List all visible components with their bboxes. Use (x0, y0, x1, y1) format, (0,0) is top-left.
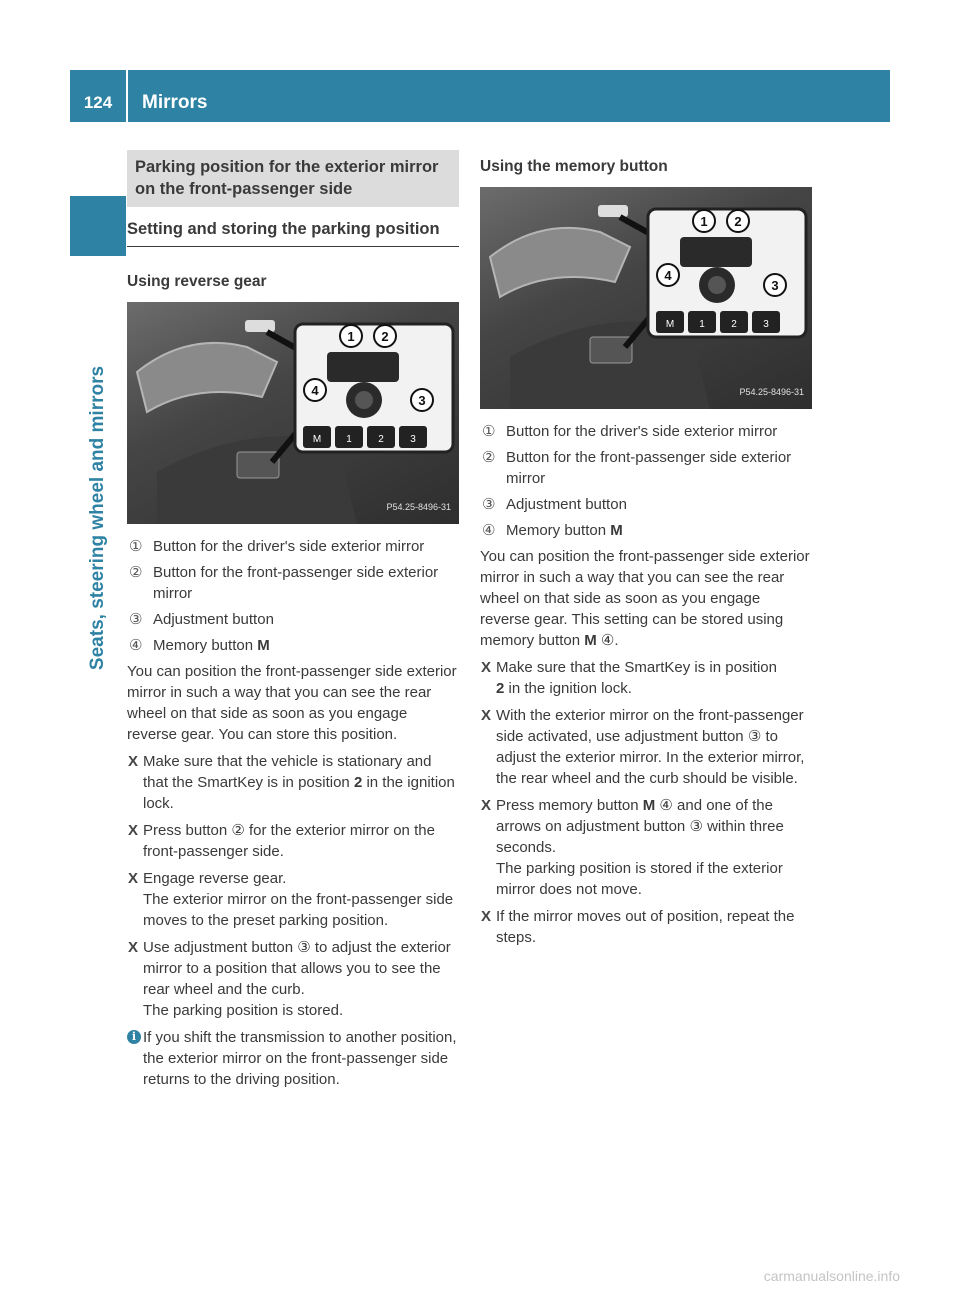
legend-item (127, 609, 459, 630)
legend-text: Button for the driver's side exterior mirror (506, 423, 778, 440)
step-text: Press button (143, 822, 232, 839)
legend-mark: ③ (129, 611, 143, 628)
step-text: to adjust the exterior mirror. In the exterior mirror, the rear wheel and the curb should be visible. (496, 728, 805, 787)
callout-2-label: 2 (734, 214, 742, 229)
legend-item (127, 635, 459, 656)
reverse-gear-heading: Using reverse gear (127, 273, 267, 290)
step-bold: M (642, 797, 656, 814)
button-label-3: 3 (410, 434, 416, 445)
legend-text: Button for the front-passenger side exterior mirror (153, 564, 439, 602)
step-item (480, 795, 812, 900)
callout-4-label: 4 (664, 268, 672, 283)
figure-legend-left (127, 536, 459, 656)
step-item (480, 906, 812, 948)
step-item (127, 868, 459, 931)
legend-item (127, 562, 459, 604)
legend-mark: ④ (129, 637, 143, 654)
door-panel-figure-left (127, 302, 459, 524)
step-text: and one of the arrows on adjustment button (496, 797, 773, 835)
figure-code: P54.25-8496-31 (739, 387, 804, 397)
left-column (127, 150, 459, 1090)
step-item (127, 937, 459, 1021)
step-marker: X (481, 659, 492, 676)
intro-paragraph: You can position the front-passenger side exterior mirror in such a way that you can see the rear wheel on that side as soon as you engage reverse gear. You can store this position. (127, 663, 457, 743)
step-result: The parking position is stored. (143, 1002, 344, 1019)
button-label-3: 3 (763, 319, 769, 330)
legend-item (127, 536, 459, 557)
button-label-2: 2 (731, 319, 737, 330)
step-marker: X (128, 753, 139, 770)
legend-item (480, 494, 812, 515)
side-chapter-label: Seats, steering wheel and mirrors (87, 365, 108, 671)
door-handle-shape (137, 343, 277, 412)
step-marker: X (481, 908, 492, 925)
button-label-2: 2 (378, 434, 384, 445)
seat-switch-shape (598, 205, 628, 217)
page-number: 124 (83, 93, 113, 112)
side-chapter-label-wrap (70, 268, 126, 768)
step-marker: X (481, 797, 492, 814)
adjustment-button-center (355, 391, 373, 409)
section-title: Parking position for the exterior mirror on the front-passenger side (127, 150, 459, 207)
intro-text: You can position the front-passenger side exterior mirror in such a way that you can see the rear wheel on that side as soon as you engage reverse gear. This setting can be stored using memory button (480, 548, 810, 649)
figure-legend-right (480, 421, 812, 541)
legend-text: Adjustment button (506, 496, 627, 513)
legend-text: Adjustment button (153, 611, 274, 628)
legend-bold: M (610, 522, 623, 539)
door-handle-shape (490, 228, 630, 297)
step-bold: 2 (353, 774, 363, 791)
legend-text: Memory button (506, 522, 611, 539)
legend-mark: ① (129, 538, 143, 555)
callout-1-label: 1 (347, 329, 355, 344)
step-text: in the ignition lock. (143, 774, 455, 812)
right-column (480, 150, 812, 954)
subsection-title: Setting and storing the parking position (127, 219, 459, 247)
legend-item (480, 421, 812, 442)
callout-4-label: 4 (311, 383, 319, 398)
chapter-title: Mirrors (142, 92, 208, 113)
callout-3-label: 3 (771, 278, 779, 293)
step-ref-mark: ③ (297, 939, 311, 956)
info-icon: i (127, 1030, 141, 1044)
callout-3-label: 3 (418, 393, 426, 408)
step-text: Use adjustment button (143, 939, 298, 956)
info-note (127, 1027, 459, 1090)
step-marker: X (128, 822, 139, 839)
step-result: The exterior mirror on the front-passenger side moves to the preset parking position. (143, 891, 454, 929)
window-switch-block (237, 452, 279, 478)
side-chapter-tab (70, 196, 126, 256)
figure-code: P54.25-8496-31 (386, 502, 451, 512)
site-watermark: carmanualsonline.info (763, 1268, 900, 1284)
seat-switch-shape (245, 320, 275, 332)
button-label-1: 1 (346, 434, 352, 445)
step-text: for the exterior mirror on the front-passenger side. (143, 822, 435, 860)
mirror-select-buttons (327, 352, 399, 382)
intro-ref-mark: ④ (600, 632, 615, 649)
step-marker: X (128, 939, 139, 956)
intro-paragraph (480, 546, 812, 651)
step-ref-mark: ④ (659, 797, 673, 814)
callout-2-label: 2 (381, 329, 389, 344)
step-text: Make sure that the vehicle is stationary and that the SmartKey is in position (143, 753, 432, 791)
step-ref-mark: ② (231, 822, 245, 839)
step-text: within three seconds. (496, 818, 784, 856)
legend-item (480, 447, 812, 489)
legend-mark: ③ (482, 496, 496, 513)
intro-text: . (614, 632, 619, 649)
legend-mark: ① (482, 423, 496, 440)
button-label-m: M (665, 319, 675, 330)
button-label-m: M (312, 434, 322, 445)
legend-text: Button for the front-passenger side exterior mirror (506, 449, 792, 487)
step-text: in the ignition lock. (504, 680, 632, 697)
step-text: If the mirror moves out of position, repeat the steps. (496, 908, 795, 946)
step-result: The parking position is stored if the exterior mirror does not move. (496, 860, 783, 898)
step-ref-mark: ③ (689, 818, 703, 835)
step-text: Engage reverse gear. (143, 870, 287, 887)
legend-mark: ② (129, 564, 143, 581)
legend-bold: M (257, 637, 270, 654)
step-item (127, 820, 459, 862)
callout-1-label: 1 (700, 214, 708, 229)
mirror-select-buttons (680, 237, 752, 267)
door-panel-illustration (127, 302, 459, 524)
step-text: to adjust the exterior mirror to a position that allows you to see the rear wheel and the curb. (143, 939, 451, 998)
note-text: If you shift the transmission to another position, the exterior mirror on the front-passenger side returns to the driving position. (143, 1029, 457, 1088)
step-bold: 2 (496, 680, 505, 697)
step-item (480, 705, 812, 789)
legend-mark: ④ (482, 522, 496, 539)
legend-item (480, 520, 812, 541)
legend-text: Button for the driver's side exterior mirror (153, 538, 425, 555)
step-marker: X (481, 707, 492, 724)
adjustment-button-center (708, 276, 726, 294)
step-ref-mark: ③ (747, 728, 762, 745)
intro-bold: M (584, 632, 597, 649)
step-text: Make sure that the SmartKey is in position (496, 659, 777, 676)
button-label-1: 1 (699, 319, 705, 330)
window-switch-block (590, 337, 632, 363)
step-text: Press memory button (496, 797, 643, 814)
header-divider (126, 70, 128, 122)
step-item (127, 751, 459, 814)
legend-mark: ② (482, 449, 496, 466)
step-text: With the exterior mirror on the front-passenger side activated, use adjustment button (496, 707, 804, 745)
memory-button-heading: Using the memory button (480, 158, 668, 175)
door-panel-figure-right (480, 187, 812, 409)
door-panel-illustration (480, 187, 812, 409)
legend-text: Memory button (153, 637, 258, 654)
step-marker: X (128, 870, 139, 887)
step-item (480, 657, 812, 699)
